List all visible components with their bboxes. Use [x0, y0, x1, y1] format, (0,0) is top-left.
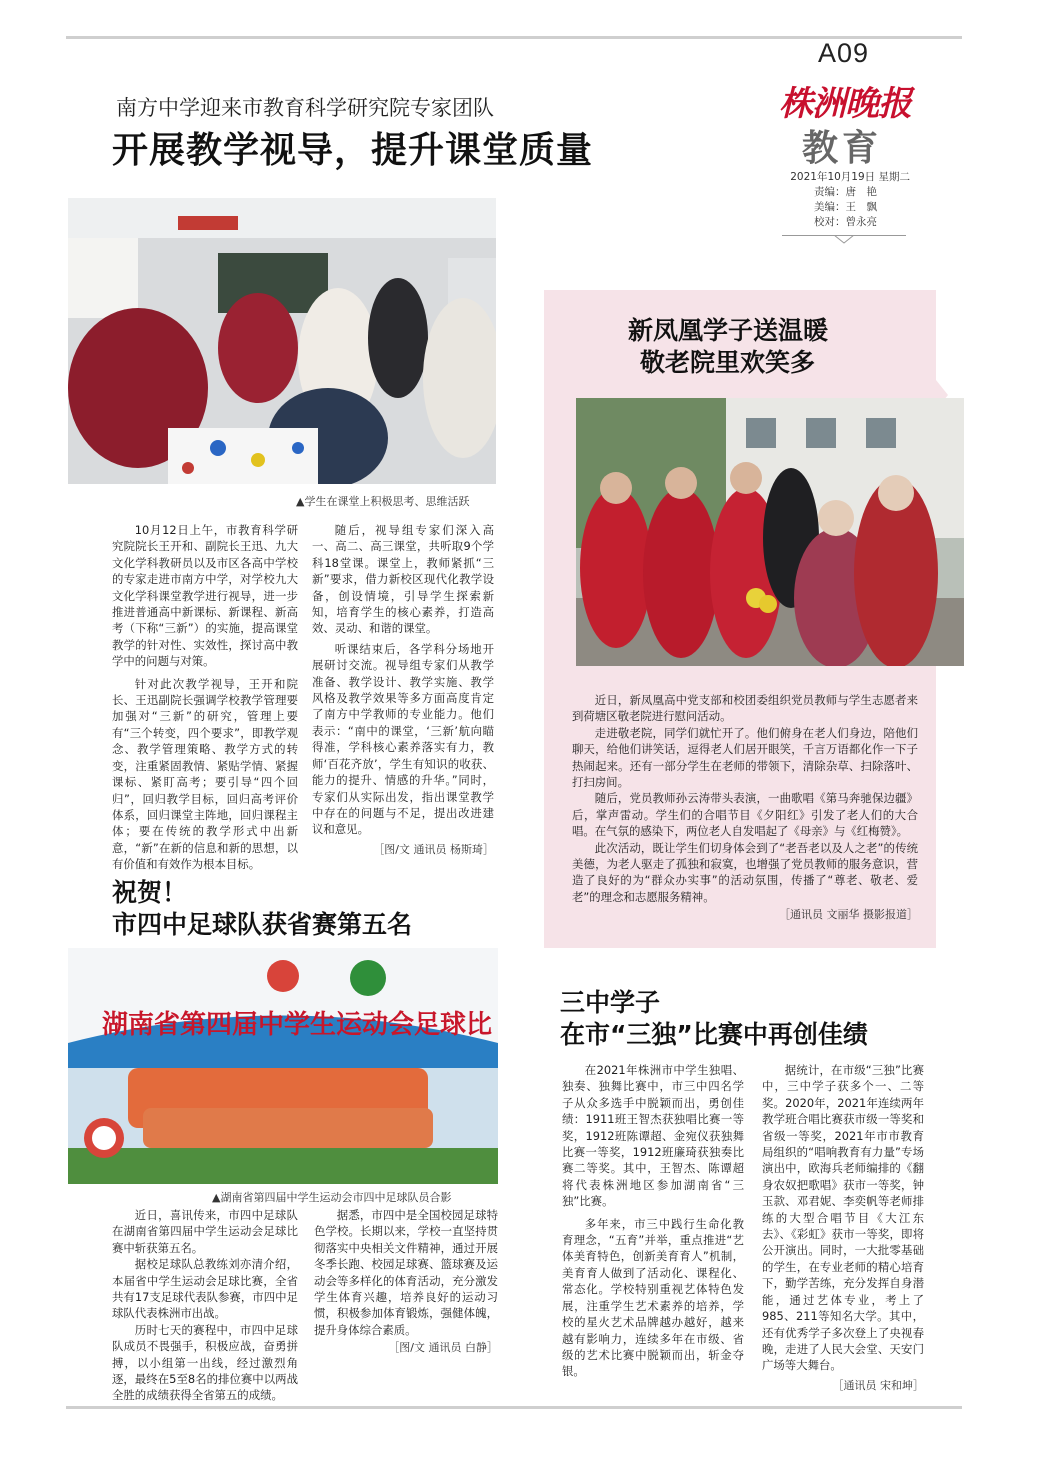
article4-paragraph: 据统计，在市级“三独”比赛中，三中学子获多个一、二等奖。2020年，2021年连续两年教学班合唱比赛获市级一等奖和省级一等奖，2021年市市教育局组织的“唱响教育有力量”专场演出中，欧海兵老师编排的《翻身农奴把歌唱》获市一等奖，钟玉款、邓君妮、李奕帆等老师排练的大型合唱节目《大江东去》、《彩虹》获市一等奖，即将公开演出。同时，一大批零基础的学生，在专业老师的精心培育下，勤学苦练，充分发挥自身潜能，通过艺体专业，考上了985、211等知名大学。其中，还有优秀学子多次登上了央视春晚，走进了人民大会堂、天安门广场等大舞台。	[762, 1063, 924, 1373]
article2-paragraph: 随后，党员教师孙云涛带头表演，一曲歌唱《第马奔驰保边疆》后，掌声雷动。学生们的合唱节目《夕阳红》引发了老人们的大合唱。在气氛的感染下，两位老人自发唱起了《母亲》与《红梅赞》。	[572, 791, 918, 839]
article2-headline-line1: 新凤凰学子送温暖	[628, 316, 829, 345]
masthead-logo: 株洲晚报	[779, 84, 911, 124]
article2-paragraph: 近日，新凤凰高中党支部和校团委组织党员教师与学生志愿者来到荷塘区敬老院进行慰问活动。	[572, 693, 918, 724]
article3-column-2	[314, 1207, 498, 1357]
article3-headline-line2: 市四中足球队获省赛第五名	[112, 910, 413, 939]
article3-column-1	[112, 1207, 298, 1404]
article2-paragraph: 此次活动，既让学生们切身体会到了“老吾老以及人之老”的传统美德，为老人驱走了孤独和寂寞，也增强了党员教师的服务意识，营造了良好的为“群众办实事”的活动氛围，传播了“尊老、敬老、爱老”的理念和志愿服务精神。	[572, 840, 918, 904]
issue-date: 2021年10月19日 星期二	[790, 171, 910, 183]
article2-body	[572, 692, 918, 924]
article3-paragraph: 据校足球队总教练刘亦清介绍，本届省中学生运动会足球比赛，全省共有17支足球代表队参赛，市四中足球队代表株洲市出战。	[112, 1257, 298, 1321]
bottom-rule	[66, 1406, 962, 1409]
article3-headline-line1: 祝贺！	[112, 878, 188, 907]
article1-credit: ［图/文 通讯员 杨斯琦］	[373, 842, 494, 856]
editor-credit: 责编：唐 艳	[814, 186, 877, 198]
article1-paragraph: 随后，视导组专家们深入高一、高二、高三课堂，共听取9个学科18堂课。课堂上，教师紧抓“三新”要求，借力新校区现代化教学设备，创设情境，引导学生探索新知，培育学生的核心素养，打造高效、灵动、和谐的课堂。	[312, 523, 494, 636]
article4-credit: ［通讯员 宋和坤］	[832, 1378, 924, 1392]
article4-column-2	[762, 1062, 924, 1394]
article3-paragraph: 近日，喜讯传来，市四中足球队在湖南省第四届中学生运动会足球比赛中斩获第五名。	[112, 1208, 298, 1255]
article4-headline-line2: 在市“三独”比赛中再创佳绩	[560, 1020, 868, 1049]
header-notch	[834, 235, 854, 245]
article1-paragraph: 10月12日上午，市教育科学研究院院长王开和、副院长王迅、九大文化学科教研员以及市区各高中学校的专家走进市南方中学，对学校九大文化学科课堂教学进行视导，进一步推进普通高中新课标、新课程、新高考（下称“三新”）的实施，提高课堂教学的针对性、实效性，探讨高中教学中的问题与对策。	[112, 523, 298, 669]
article1-paragraph: 听课结束后，各学科分场地开展研讨交流。视导组专家们从教学准备、教学设计、教学实施、教学风格及教学效果等多方面高度肯定了南方中学教师的专业能力。他们表示：“南中的课堂，‘三新’航向瞄得准，学科核心素养落实有力，教师‘百花齐放’，学生有知识的收获、能力的提升、情感的升华。”同时，专家们从实际出发，指出课堂教学中存在的问题与不足，提出改进建议和意见。	[312, 641, 494, 837]
article1-column-1	[112, 522, 298, 873]
nursing-home-photo	[576, 398, 964, 666]
article2-headline-line2: 敬老院里欢笑多	[640, 348, 816, 377]
article1-kicker: 南方中学迎来市教育科学研究院专家团队	[116, 96, 494, 120]
football-team-photo	[68, 948, 498, 1184]
article1-column-2	[312, 522, 494, 858]
classroom-photo-caption: ▲学生在课堂上积极思考、思维活跃	[296, 495, 470, 508]
article3-paragraph: 据悉，市四中是全国校园足球特色学校。长期以来，学校一直坚持贯彻落实中央相关文件精神，通过开展冬季长跑、校园足球赛、篮球赛及运动会等多样化的体育活动，充分激发学生体育兴趣，培养良好的运动习惯，积极参加体育锻炼，强健体魄，提升身体综合素质。	[314, 1208, 498, 1337]
article4-column-1	[562, 1062, 744, 1380]
designer-credit: 美编：王 飘	[814, 201, 877, 213]
header-meta	[770, 170, 910, 230]
proofreader-credit: 校对：曾永亮	[814, 216, 877, 228]
article4-headline-line1: 三中学子	[560, 988, 661, 1017]
page-number: A09	[818, 38, 870, 68]
tournament-banner-text: 湖南省第四届中学生运动会足球比	[102, 1010, 493, 1040]
article1-paragraph: 针对此次教学视导，王开和院长、王迅副院长强调学校教学管理要加强对“三新”的研究，管理上要有“三个转变，四个要求”，即教学观念、教学管理策略、教学方式的转变，注重紧固教情、紧贴学情、紧握课标、紧盯高考；要引导“四个回归”，回归教学目标，回归高考评价体系，回归课堂主阵地，回归课程主体；要在传统的教学形式中出新意，“新”在新的信息和新的思想，以有价值和有效作为根本目标。	[112, 676, 298, 872]
article2-paragraph: 走进敬老院，同学们就忙开了。他们俯身在老人们身边，陪他们聊天，给他们讲笑话，逗得老人们居开眼笑，千言万语都化作一下子热闹起来。还有一部分学生在老师的带领下，清除杂草、扫除落叶、打扫房间。	[572, 725, 918, 790]
football-photo-caption: ▲湖南省第四届中学生运动会市四中足球队员合影	[212, 1191, 452, 1204]
article2-credit: ［通讯员 文丽华 摄影报道］	[779, 908, 918, 922]
section-title: 教育	[802, 128, 883, 169]
article1-headline: 开展教学视导，提升课堂质量	[112, 130, 594, 171]
article4-paragraph: 在2021年株洲市中学生独唱、独奏、独舞比赛中，市三中四名学子从众多选手中脱颖而出，勇创佳绩：1911班王智杰获独唱比赛一等奖，1912班陈谭超、金宛仪获独舞比赛一等奖，1912班廉琦获独奏比赛二等奖。其中，王智杰、陈谭超将代表株洲地区参加湖南省“三独”比赛。	[562, 1063, 744, 1209]
article3-credit: ［图/文 通讯员 白静］	[388, 1341, 498, 1355]
article4-paragraph: 多年来，市三中践行生命化教育理念，“五育”并举，重点推进“艺体美育特色，创新美育育人”机制，美育育人做到了活动化、课程化、常态化。学校特别重视艺体特色发展，注重学生艺术素养的培养，学校的星火艺术品牌越办越好，越来越有影响力，连续多年在市级、省级的艺术比赛中脱颖而出，斩金夺银。	[562, 1216, 744, 1379]
classroom-photo	[68, 198, 496, 484]
article3-paragraph: 历时七天的赛程中，市四中足球队成员不畏强手，积极应战，奋勇拼搏，以小组第一出线，经过激烈角逐，最终在5至8名的排位赛中以两战全胜的成绩获得全省第五的成绩。	[112, 1322, 298, 1403]
